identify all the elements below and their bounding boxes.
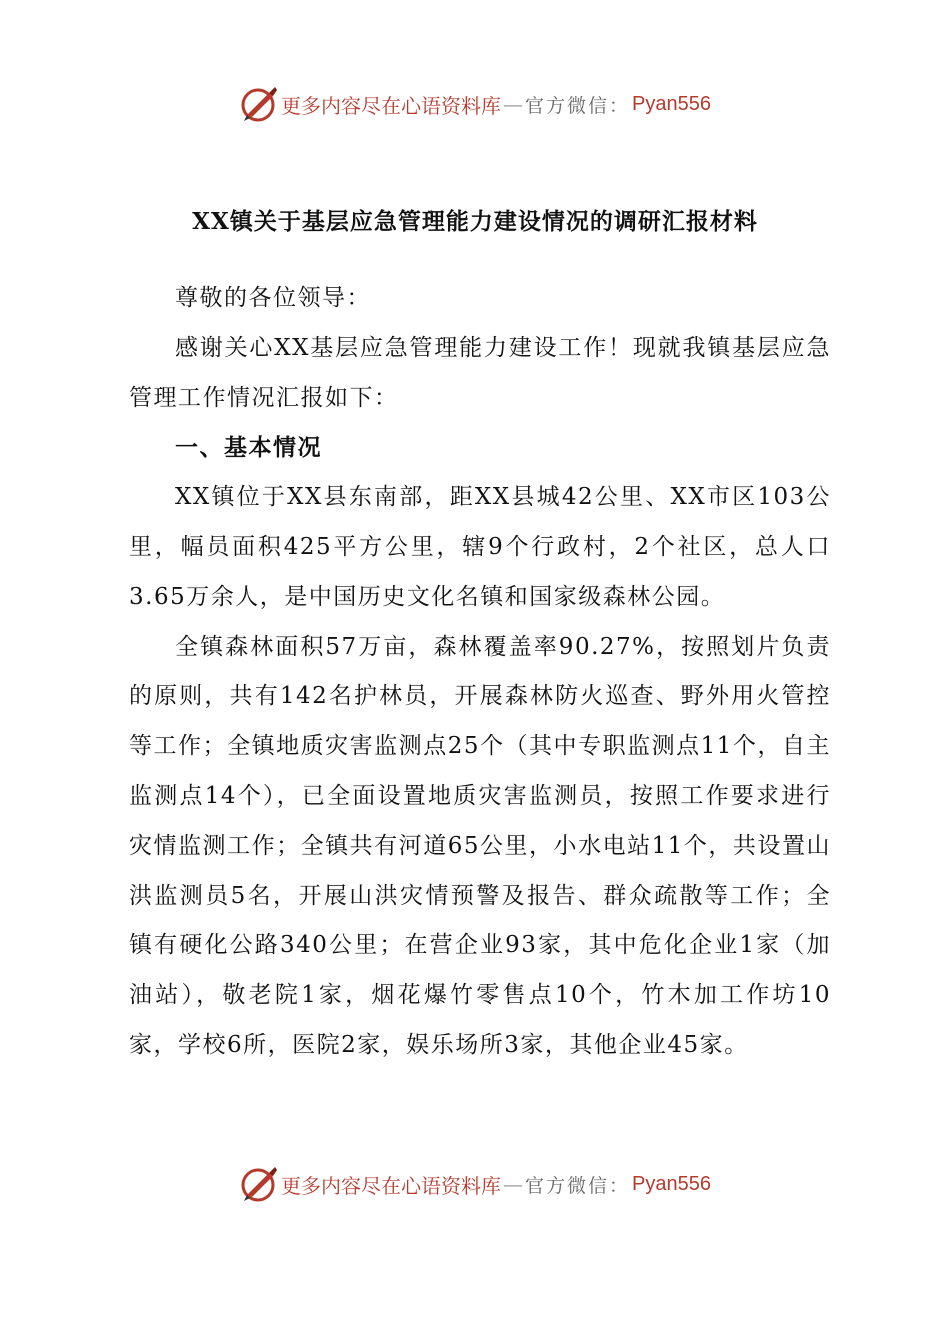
watermark-wechat-label: 官方微信： (525, 94, 631, 117)
watermark-dash: — (503, 1172, 523, 1196)
pen-logo-icon (239, 1164, 279, 1204)
watermark-text: 更多内容尽在心语资料库 (281, 1173, 501, 1198)
intro-paragraph: 感谢关心XX基层应急管理能力建设工作！现就我镇基层应急管理工作情况汇报如下： (129, 334, 831, 411)
watermark-wechat-label: 官方微信： (525, 1174, 631, 1197)
body-paragraph: XX镇位于XX县东南部，距XX县城42公里、XX市区103公里，幅员面积425平方公里，辖9个行政村，2个社区，总人口3.65万余人，是中国历史文化名镇和国家级森林公园。 (129, 484, 831, 610)
pen-logo-icon (239, 84, 279, 124)
footer-watermark (0, 1162, 950, 1206)
watermark-dash: — (503, 92, 523, 116)
document-body (129, 274, 831, 1071)
watermark-text: 更多内容尽在心语资料库 (281, 93, 501, 118)
document-title: XX镇关于基层应急管理能力建设情况的调研汇报材料 (192, 208, 758, 235)
section-heading: 一、基本情况 (175, 434, 322, 462)
body-paragraph: 全镇森林面积57万亩，森林覆盖率90.27%，按照划片负责的原则，共有142名护林员，开展森林防火巡查、野外用火管控等工作；全镇地质灾害监测点25个（其中专职监测点11个，自主监测点14个），已全面设置地质灾害监测员，按照工作要求进行灾情监测工作；全镇共有河道65公里，小水电站11个，共设置山洪监测员5名，开展山洪灾情预警及报告、群众疏散等工作；全镇有硬化公路340公里；在营企业93家，其中危化企业1家（加油站），敬老院1家，烟花爆竹零售点10个，竹木加工作坊10家，学校6所，医院2家，娱乐场所3家，其他企业45家。 (129, 633, 831, 1058)
header-watermark (0, 82, 950, 126)
watermark-wechat-id: Pyan556 (632, 1172, 711, 1195)
salutation: 尊敬的各位领导： (175, 285, 371, 311)
watermark-wechat-id: Pyan556 (632, 92, 711, 115)
